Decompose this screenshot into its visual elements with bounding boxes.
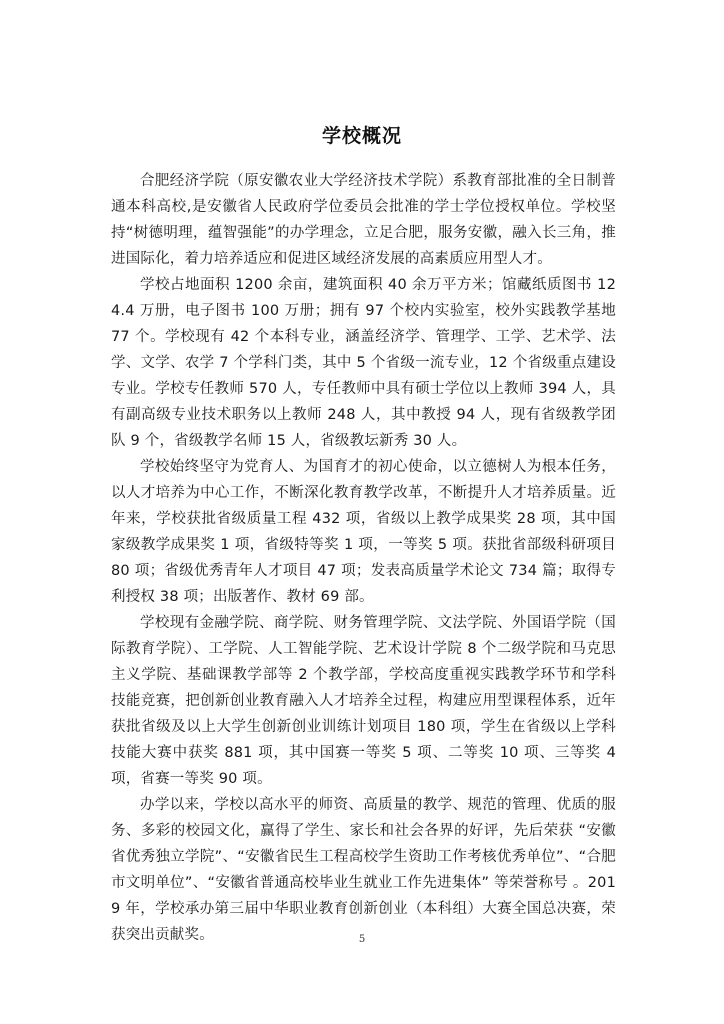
paragraph-teaching: 学校始终坚守为党育人、为国育才的初心使命，以立德树人为根本任务，以人才培养为中心工作，不断深化教育教学改革，不断提升人才培养质量。近年来，学校获批省级质量工程 432 项，省级以上教学成果奖 28 项，其中国家级教学成果奖 1 项，省级特等奖 1 项，一等奖 5 项。获批省部级科研项目 80 项；省级优秀青年人才项目 47 项；发表高质量学术论文 734 篇；取得专利授权 38 项；出版著作、教材 69 部。 bbox=[111, 459, 616, 605]
paragraph-colleges: 学校现有金融学院、商学院、财务管理学院、文法学院、外国语学院（国际教育学院）、工学院、人工智能学院、艺术设计学院 8 个二级学院和马克思主义学院、基础课教学部等 2 个教学部，学校高度重视实践教学环节和学科 技能竞赛，把创新创业教育融入人才培养全过程，构建应用型课程体系，近年获批省级及以上大学生创新创业训练计划项目 180 项，学生在省级以上学科技能大赛中获奖 881 项，其中国赛一等奖 5 项、二等奖 10 项、三等奖 4 项，省赛一等奖 90 项。 bbox=[111, 615, 616, 787]
paragraph-honors: 办学以来，学校以高水平的师资、高质量的教学、规范的管理、优质的服务、多彩的校园文化，赢得了学生、家长和社会各界的好评，先后荣获 “安徽省优秀独立学院”、“安徽省民生工程高校学生资助工作考核优秀单位”、“合肥市文明单位”、“安徽省普通高校毕业生就业工作先进集体” 等荣誉称号 。2019 年，学校承办第三届中华职业教育创新创业（本科组）大赛全国总决赛，荣获突出贡献奖。 bbox=[111, 797, 616, 943]
paragraph-facilities: 学校占地面积 1200 余亩，建筑面积 40 余万平方米；馆藏纸质图书 124.4 万册，电子图书 100 万册；拥有 97 个校内实验室，校外实践教学基地 77 个。学校现有 42 个本科专业，涵盖经济学、管理学、工学、艺术学、法学、文学、农学 7 个学科门类，其中 5 个省级一流专业，12 个省级重点建设专业。学校专任教师 570 人，专任教师中具有硕士学位以上教师 394 人，具有副高级专业技术职务以上教师 248 人，其中教授 94 人，现有省级教学团队 9 个，省级教学名师 15 人，省级教坛新秀 30 人。 bbox=[111, 277, 616, 449]
page-number: 5 bbox=[358, 934, 366, 945]
paragraph-intro: 合肥经济学院（原安徽农业大学经济技术学院）系教育部批准的全日制普通本科高校,是安徽省人民政府学位委员会批准的学士学位授权单位。学校坚持“树德明理，蕴智强能”的办学理念，立足合肥，服务安徽，融入长三角，推进国际化，着力培养适应和促进区域经济发展的高素质应用型人才。 bbox=[111, 173, 616, 267]
document-body bbox=[111, 168, 616, 948]
page-title: 学校概况 bbox=[321, 125, 402, 147]
